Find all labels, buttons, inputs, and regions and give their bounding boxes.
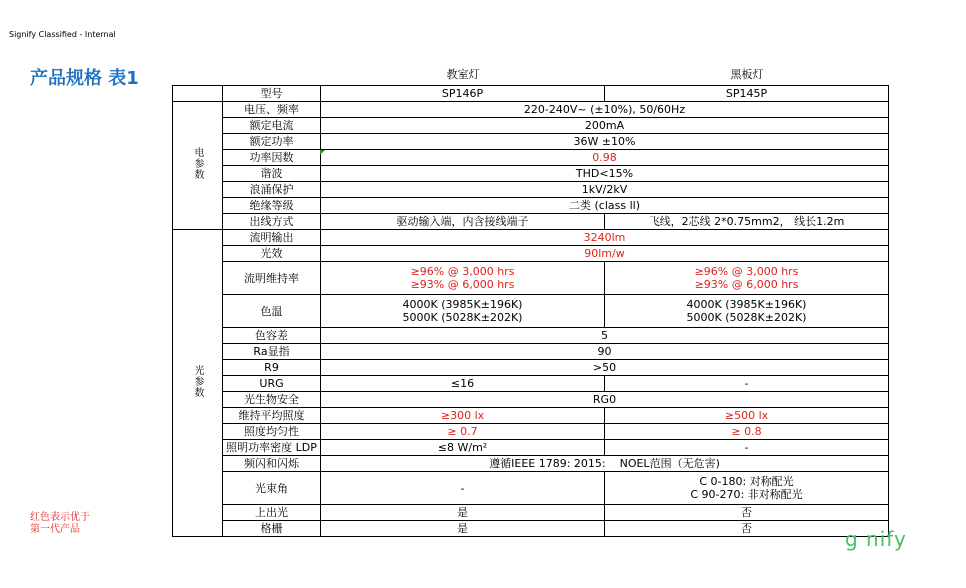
cell-blackboard: 飞线，2芯线 2*0.75mm2， 线长1.2m xyxy=(605,214,889,230)
row-label: 额定电流 xyxy=(223,118,321,134)
row-label: 格栅 xyxy=(223,521,321,537)
cell-shared: 90lm/w xyxy=(321,246,889,262)
table-row xyxy=(173,118,889,134)
table-row xyxy=(173,456,889,472)
cell-classroom: ≥300 lx xyxy=(321,408,605,424)
row-label: 照度均匀性 xyxy=(223,424,321,440)
table-row xyxy=(173,182,889,198)
cell-classroom: - xyxy=(321,472,605,505)
row-label: 型号 xyxy=(223,86,321,102)
cell-blackboard: - xyxy=(605,376,889,392)
cell-blackboard: 否 xyxy=(605,521,889,537)
row-label: 光生物安全 xyxy=(223,392,321,408)
row-label: 电压、频率 xyxy=(223,102,321,118)
table-row xyxy=(173,344,889,360)
cell-shared: RG0 xyxy=(321,392,889,408)
row-label: URG xyxy=(223,376,321,392)
section-optical: 光参数 xyxy=(173,230,223,537)
row-label: 光效 xyxy=(223,246,321,262)
cell-shared: 200mA xyxy=(321,118,889,134)
cell-classroom: ≤16 xyxy=(321,376,605,392)
cell-classroom: ≥96% @ 3,000 hrs ≥93% @ 6,000 hrs xyxy=(321,262,605,295)
table-row xyxy=(173,328,889,344)
cell-shared: >50 xyxy=(321,360,889,376)
table-row xyxy=(173,360,889,376)
row-label: 绝缘等级 xyxy=(223,198,321,214)
cell-classroom: 驱动输入端，内含接线端子 xyxy=(321,214,605,230)
brand-logo: g nify xyxy=(845,527,907,551)
cell-shared: 0.98 xyxy=(321,150,889,166)
row-label: 照明功率密度 LDP xyxy=(223,440,321,456)
row-label: 流明维持率 xyxy=(223,262,321,295)
cell-classroom: 4000K (3985K±196K) 5000K (5028K±202K) xyxy=(321,295,605,328)
table-row xyxy=(173,262,889,295)
table-row xyxy=(173,198,889,214)
classification-label: Signify Classified - Internal xyxy=(9,30,116,39)
cell-classroom: SP146P xyxy=(321,86,605,102)
row-label: 流明输出 xyxy=(223,230,321,246)
row-label: 出线方式 xyxy=(223,214,321,230)
table-row xyxy=(173,521,889,537)
cell-shared: 90 xyxy=(321,344,889,360)
cell-shared: 1kV/2kV xyxy=(321,182,889,198)
table-row xyxy=(173,505,889,521)
cell-blackboard: SP145P xyxy=(605,86,889,102)
section-electrical: 电参数 xyxy=(173,102,223,230)
row-label: 频闪和闪烁 xyxy=(223,456,321,472)
cell-classroom: ≥ 0.7 xyxy=(321,424,605,440)
cell-shared: 遵循IEEE 1789: 2015: NOEL范围（无危害) xyxy=(321,456,889,472)
table-row xyxy=(173,472,889,505)
cell-shared: 220-240V~ (±10%), 50/60Hz xyxy=(321,102,889,118)
table-row xyxy=(173,102,889,118)
table-row xyxy=(173,440,889,456)
row-label: R9 xyxy=(223,360,321,376)
cell-blackboard: C 0-180: 对称配光 C 90-270: 非对称配光 xyxy=(605,472,889,505)
cell-blackboard: - xyxy=(605,440,889,456)
cell-shared: 二类 (class ll) xyxy=(321,198,889,214)
table-row xyxy=(173,376,889,392)
cell-shared: 3240lm xyxy=(321,230,889,246)
table-row xyxy=(173,134,889,150)
row-label: 功率因数 xyxy=(223,150,321,166)
cell-blackboard: ≥500 lx xyxy=(605,408,889,424)
table-row xyxy=(173,424,889,440)
cell-blackboard: ≥ 0.8 xyxy=(605,424,889,440)
row-label: 上出光 xyxy=(223,505,321,521)
table-row xyxy=(173,230,889,246)
cell-shared: 36W ±10% xyxy=(321,134,889,150)
row-label: 光束角 xyxy=(223,472,321,505)
row-label: Ra显指 xyxy=(223,344,321,360)
legend-note: 红色表示优于 第一代产品 xyxy=(30,512,90,535)
comment-marker-icon xyxy=(320,150,325,155)
spec-table xyxy=(172,85,889,537)
cell-shared: THD<15% xyxy=(321,166,889,182)
cell-blackboard: ≥96% @ 3,000 hrs ≥93% @ 6,000 hrs xyxy=(605,262,889,295)
table-row xyxy=(173,392,889,408)
column-header-classroom: 教室灯 xyxy=(446,68,480,81)
table-row xyxy=(173,166,889,182)
page-title: 产品规格 表1 xyxy=(30,68,139,89)
table-row xyxy=(173,295,889,328)
cell-blackboard: 4000K (3985K±196K) 5000K (5028K±202K) xyxy=(605,295,889,328)
table-row xyxy=(173,86,889,102)
cell-classroom: 是 xyxy=(321,505,605,521)
row-label: 色容差 xyxy=(223,328,321,344)
row-label: 谐波 xyxy=(223,166,321,182)
row-label: 浪涌保护 xyxy=(223,182,321,198)
cell-classroom: ≤8 W/m² xyxy=(321,440,605,456)
row-label: 额定功率 xyxy=(223,134,321,150)
row-label: 维持平均照度 xyxy=(223,408,321,424)
cell-classroom: 是 xyxy=(321,521,605,537)
table-row xyxy=(173,408,889,424)
table-row xyxy=(173,150,889,166)
column-header-blackboard: 黑板灯 xyxy=(730,68,764,81)
cell-blackboard: 否 xyxy=(605,505,889,521)
row-label: 色温 xyxy=(223,295,321,328)
cell-shared: 5 xyxy=(321,328,889,344)
table-row xyxy=(173,246,889,262)
table-row xyxy=(173,214,889,230)
